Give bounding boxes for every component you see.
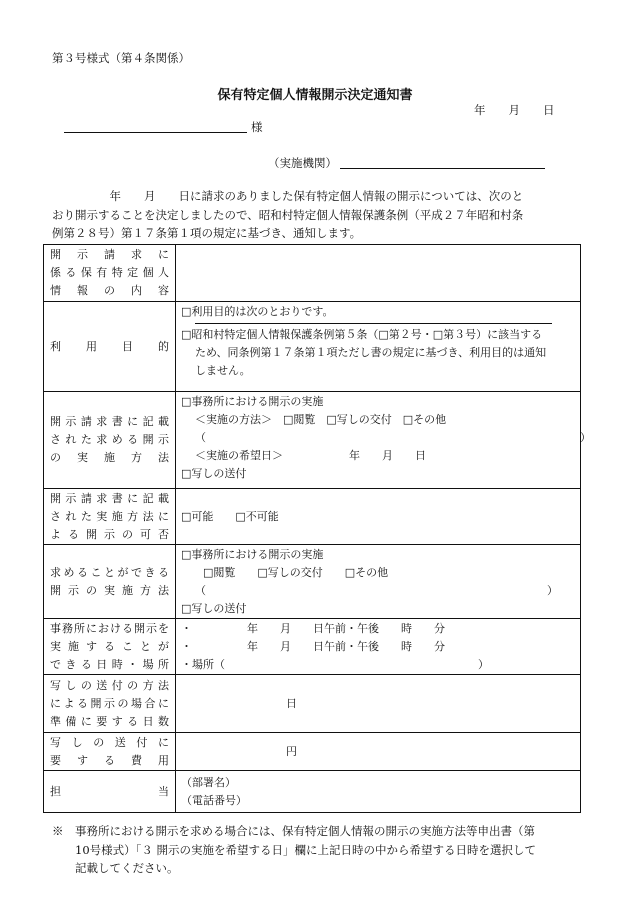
option-copy-mailing[interactable]: □写しの送付 bbox=[181, 602, 247, 615]
value-purpose: □利用目的は次のとおりです。 □昭和村特定個人情報保護条例第５条（□第２号・□第３号）に該当する ため、同条例第１７条第１項ただし書の規定に基づき、利用目的は通知 しません。 bbox=[176, 302, 581, 392]
agency-label: （実施機関） bbox=[268, 156, 337, 170]
row-available-method bbox=[44, 545, 581, 619]
agency-line bbox=[340, 168, 545, 169]
label-datetime-place: 事務所における開示を 実施することが できる日時・場所 bbox=[44, 619, 176, 675]
yen-unit: 円 bbox=[286, 744, 297, 758]
purpose-option-notified[interactable]: □利用目的は次のとおりです。 bbox=[181, 305, 334, 318]
value-cost[interactable] bbox=[176, 733, 581, 771]
row-requested-method bbox=[44, 392, 581, 489]
option-office-disclosure[interactable]: □事務所における開示の実施 bbox=[181, 548, 324, 561]
footnote: ※ 事務所における開示を求める場合には、保有特定個人情報の開示の実施方法等申出書（第 10号様式）「３ 開示の実施を希望する日」欄に上記日時の中から希望する日時を選択して 記載してください。 bbox=[52, 824, 537, 875]
other-method-blank[interactable]: （ ） bbox=[195, 431, 591, 444]
intro-line: 年 月 日に請求のありました保有特定個人情報の開示については、次のと bbox=[52, 189, 524, 203]
value-requested-info[interactable] bbox=[176, 245, 581, 302]
label-cost: 写しの送付に 要する費用 bbox=[44, 733, 176, 771]
label-contact: 担当 bbox=[44, 771, 176, 813]
label-purpose: 利用目的 bbox=[44, 302, 176, 392]
purpose-blank-line[interactable] bbox=[195, 323, 552, 324]
label-prep-days: 写しの送付の方法 による開示の場合に 準備に要する日数 bbox=[44, 675, 176, 733]
label-feasibility: 開示請求書に記載 された実施方法に よる開示の可否 bbox=[44, 489, 176, 545]
method-options[interactable]: □閲覧 □写しの交付 □その他 bbox=[203, 566, 389, 579]
option-office-disclosure[interactable]: □事務所における開示の実施 bbox=[181, 395, 324, 408]
row-contact bbox=[44, 771, 581, 813]
intro-paragraph bbox=[52, 187, 580, 243]
value-feasibility bbox=[176, 489, 581, 545]
value-contact bbox=[176, 771, 581, 813]
intro-line: おり開示することを決定しましたので、昭和村特定個人情報保護条例（平成２７年昭和村条 bbox=[52, 207, 524, 222]
datetime-slot-2[interactable]: ・ 年 月 日午前・午後 時 分 bbox=[181, 639, 445, 653]
row-requested-info bbox=[44, 245, 581, 302]
place-field[interactable]: ・場所（ ） bbox=[181, 657, 489, 671]
method-options[interactable]: ＜実施の方法＞ □閲覧 □写しの交付 □その他 bbox=[195, 413, 447, 426]
option-copy-mailing[interactable]: □写しの送付 bbox=[181, 467, 247, 480]
label-requested-method: 開示請求書に記載 された求める開示 の実施方法 bbox=[44, 392, 176, 489]
purpose-option-exempt[interactable]: □昭和村特定個人情報保護条例第５条（□第２号・□第３号）に該当する bbox=[181, 328, 543, 341]
days-unit: 日 bbox=[286, 696, 297, 710]
row-prep-days bbox=[44, 675, 581, 733]
department-field[interactable]: （部署名） bbox=[181, 775, 236, 789]
document-title: 保有特定個人情報開示決定通知書 bbox=[217, 88, 413, 103]
value-datetime-place bbox=[176, 619, 581, 675]
desired-date[interactable]: ＜実施の希望日＞ 年 月 日 bbox=[195, 449, 426, 462]
label-available-method: 求めることができる 開示の実施方法 bbox=[44, 545, 176, 619]
value-available-method bbox=[176, 545, 581, 619]
value-requested-method bbox=[176, 392, 591, 489]
intro-line: 例第２８号）第１７条第１項の規定に基づき、通知します。 bbox=[52, 226, 362, 240]
row-feasibility bbox=[44, 489, 581, 545]
phone-field[interactable]: （電話番号） bbox=[181, 793, 247, 807]
addressee-line bbox=[64, 132, 247, 133]
row-datetime-place bbox=[44, 619, 581, 675]
value-prep-days[interactable] bbox=[176, 675, 581, 733]
row-purpose bbox=[44, 302, 581, 392]
label-requested-info: 開示請求に 係る保有特定個人 情報の内容 bbox=[44, 245, 176, 302]
date-line: 年 月 日 bbox=[474, 103, 555, 117]
row-cost bbox=[44, 733, 581, 771]
datetime-slot-1[interactable]: ・ 年 月 日午前・午後 時 分 bbox=[181, 621, 445, 635]
form-number: 第３号様式（第４条関係） bbox=[52, 51, 190, 65]
other-method-blank[interactable]: （ ） bbox=[195, 584, 558, 597]
notice-table bbox=[43, 244, 591, 813]
addressee-suffix: 様 bbox=[251, 120, 263, 134]
feasibility-options[interactable]: □可能 □不可能 bbox=[181, 509, 279, 523]
